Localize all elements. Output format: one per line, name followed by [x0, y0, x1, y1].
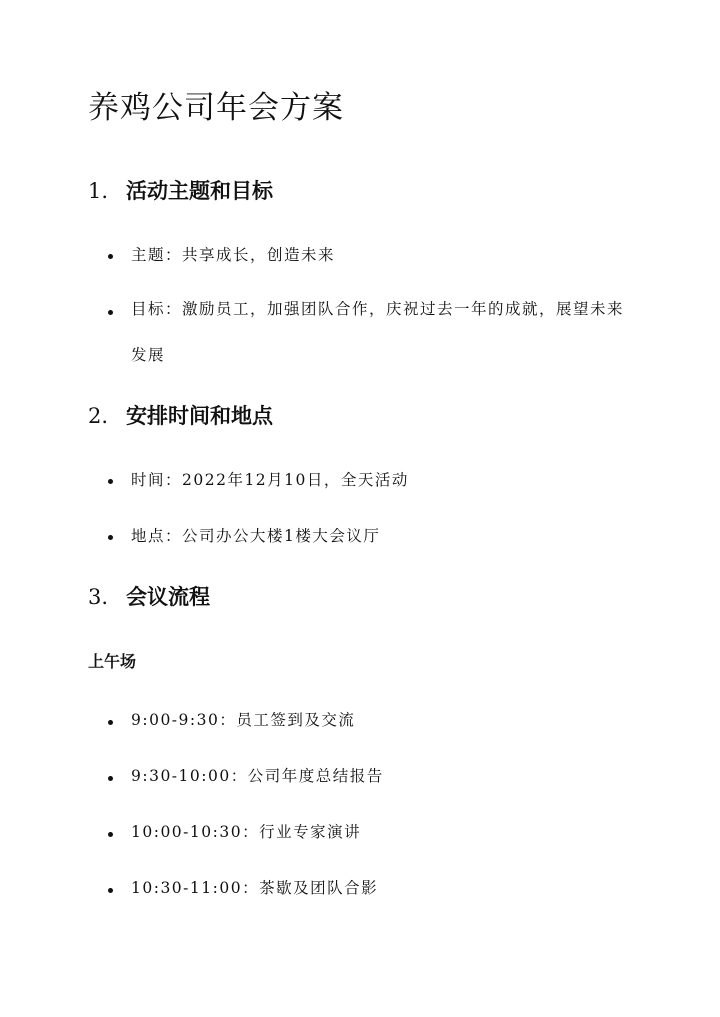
list-item: 主题：共享成长，创造未来	[131, 246, 336, 264]
document-title: 养鸡公司年会方案	[88, 90, 344, 126]
section-heading-2	[88, 400, 273, 430]
list-item: 9:30-10:00：公司年度总结报告	[131, 767, 384, 785]
section-number: 2.	[88, 404, 109, 428]
bullet-icon	[108, 254, 113, 259]
bullet-icon	[108, 535, 113, 540]
bullet-icon	[108, 832, 113, 837]
bullet-icon	[108, 720, 113, 725]
section-title: 会议流程	[126, 584, 210, 609]
list-item: 9:00-9:30：员工签到及交流	[131, 711, 356, 729]
section-heading-1	[88, 175, 273, 205]
bullet-icon	[108, 776, 113, 781]
section-title: 活动主题和目标	[126, 178, 273, 203]
section-number: 3.	[88, 585, 109, 609]
bullet-icon	[108, 310, 113, 315]
list-item: 目标：激励员工，加强团队合作，庆祝过去一年的成就，展望未来发展	[131, 300, 625, 364]
section-number: 1.	[88, 179, 109, 203]
list-item: 时间：2022年12月10日，全天活动	[131, 471, 409, 489]
section-title: 安排时间和地点	[126, 403, 273, 428]
list-item: 地点：公司办公大楼1楼大会议厅	[131, 527, 381, 545]
bullet-icon	[108, 888, 113, 893]
list-item: 10:00-10:30：行业专家演讲	[131, 823, 362, 841]
section-heading-3	[88, 581, 210, 611]
subsection-heading: 上午场	[88, 652, 137, 671]
bullet-icon	[108, 479, 113, 484]
list-item: 10:30-11:00：茶歇及团队合影	[131, 879, 379, 897]
